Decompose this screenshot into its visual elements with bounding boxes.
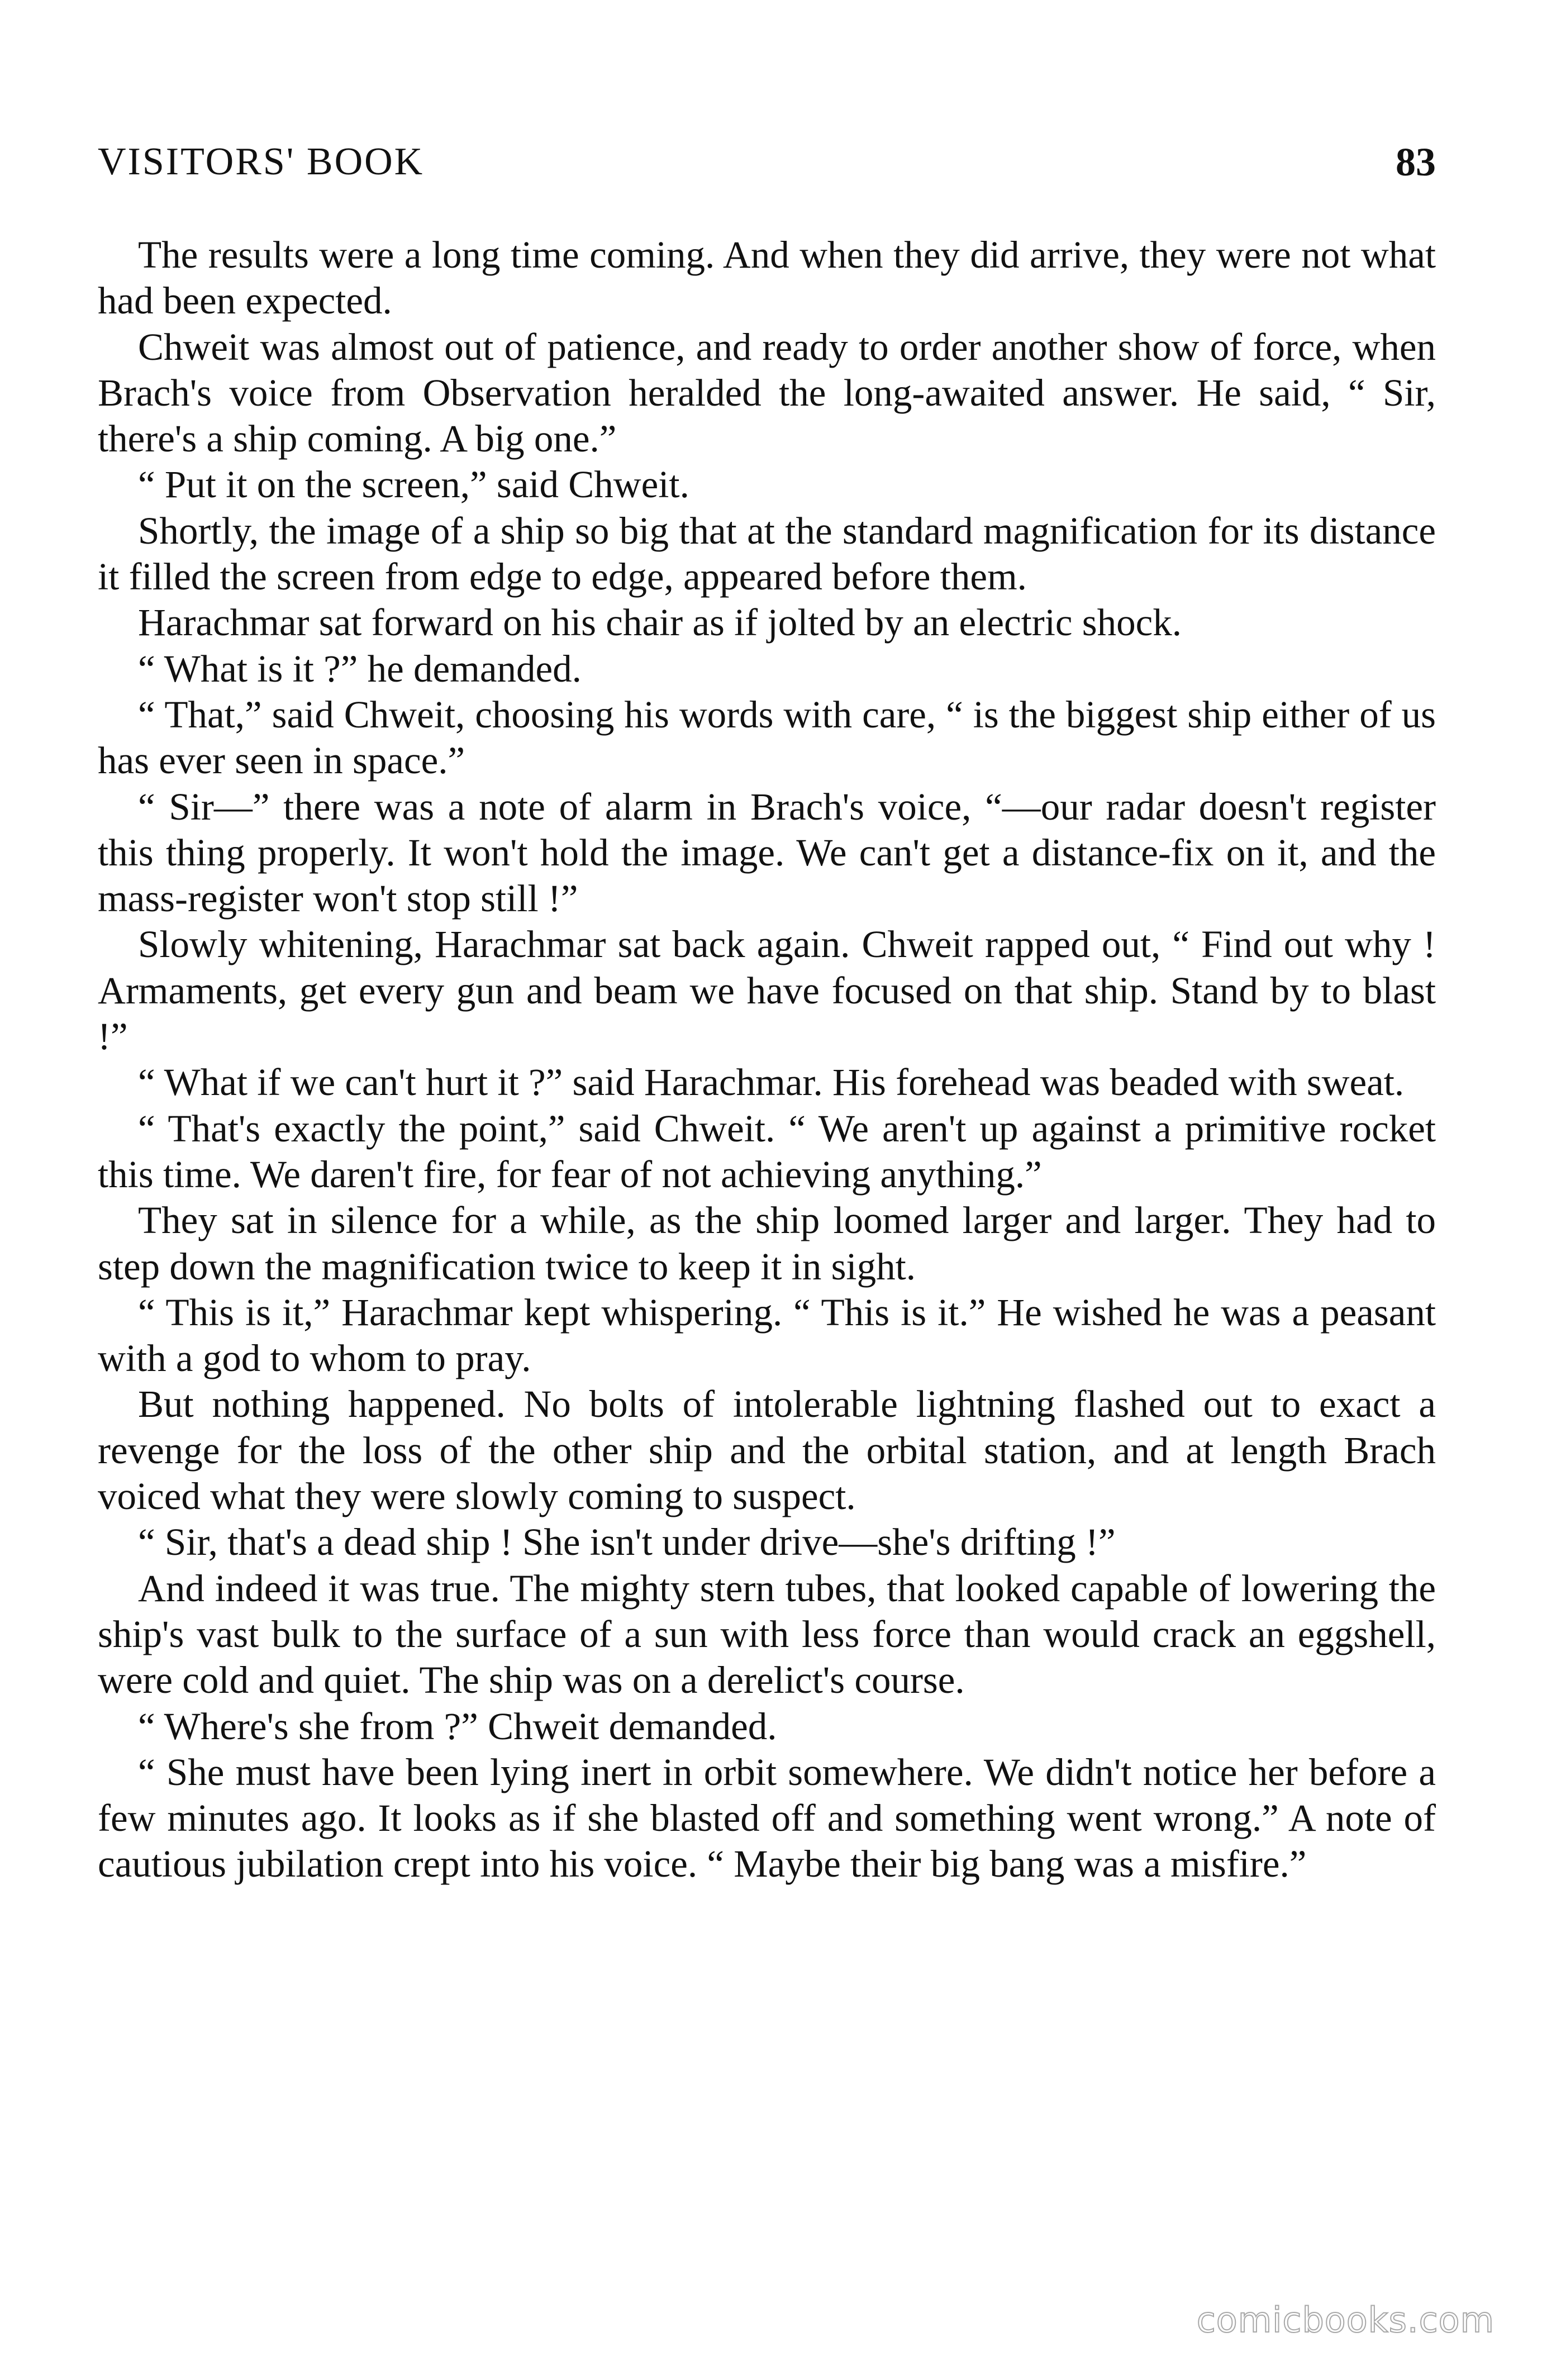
paragraph: And indeed it was true. The mighty stern tubes, that looked capable of lowering the ship's vast bulk to the surface of a sun with less force than would crack an eggshell, were cold and quiet. The ship was on a derelict's course. — [98, 1567, 1436, 1702]
paragraph: “ That's exactly the point,” said Chweit. “ We aren't up against a primitive rocket this time. We daren't fire, for fear of not achieving anything.” — [98, 1107, 1436, 1196]
running-header — [98, 134, 1436, 190]
paragraph: “ Put it on the screen,” said Chweit. — [138, 463, 689, 506]
paragraph: “ Sir, that's a dead ship ! She isn't under drive—she's drifting !” — [138, 1521, 1116, 1564]
paragraph: Harachmar sat forward on his chair as if jolted by an electric shock. — [138, 601, 1182, 644]
body-text — [98, 232, 1436, 1887]
paragraph: Slowly whitening, Harachmar sat back again. Chweit rapped out, “ Find out why ! Armaments, get every gun and beam we have focused on that ship. Stand by to blast !” — [98, 923, 1436, 1058]
paragraph: But nothing happened. No bolts of intolerable lightning flashed out to exact a revenge for the loss of the other ship and the orbital station, and at length Brach voiced what they were slowly coming to suspect. — [98, 1383, 1436, 1518]
paragraph: “ Where's she from ?” Chweit demanded. — [138, 1705, 777, 1748]
paragraph: “ Sir—” there was a note of alarm in Brach's voice, “—our radar doesn't register this thing properly. It won't hold the image. We can't get a distance-fix on it, and the mass-register won't stop still !” — [98, 785, 1436, 920]
site-watermark: comicbooks.com — [1196, 2300, 1495, 2340]
paragraph: “ What if we can't hurt it ?” said Harachmar. His forehead was beaded with sweat. — [138, 1061, 1405, 1104]
paragraph: “ That,” said Chweit, choosing his words with care, “ is the biggest ship either of us has ever seen in space.” — [98, 693, 1436, 782]
running-title: VISITORS' BOOK — [98, 140, 425, 183]
paragraph: “ What is it ?” he demanded. — [138, 647, 582, 690]
paragraph: Shortly, the image of a ship so big that at the standard magnification for its distance it filled the screen from edge to edge, appeared before them. — [98, 509, 1436, 598]
paragraph: “ She must have been lying inert in orbit somewhere. We didn't notice her before a few minutes ago. It looks as if she blasted off and something went wrong.” A note of cautious jubilation crept into his voice. “ Maybe their big bang was a misfire.” — [98, 1750, 1436, 1886]
paragraph: They sat in silence for a while, as the ship loomed larger and larger. They had to step down the magnification twice to keep it in sight. — [98, 1199, 1436, 1288]
paragraph: The results were a long time coming. And when they did arrive, they were not what had been expected. — [98, 234, 1436, 322]
paragraph: “ This is it,” Harachmar kept whispering. “ This is it.” He wished he was a peasant with a god to whom to pray. — [98, 1291, 1436, 1380]
page-number: 83 — [1396, 140, 1436, 184]
paragraph: Chweit was almost out of patience, and ready to order another show of force, when Brach's voice from Observation heralded the long-awaited answer. He said, “ Sir, there's a ship coming. A big one.” — [98, 325, 1436, 460]
